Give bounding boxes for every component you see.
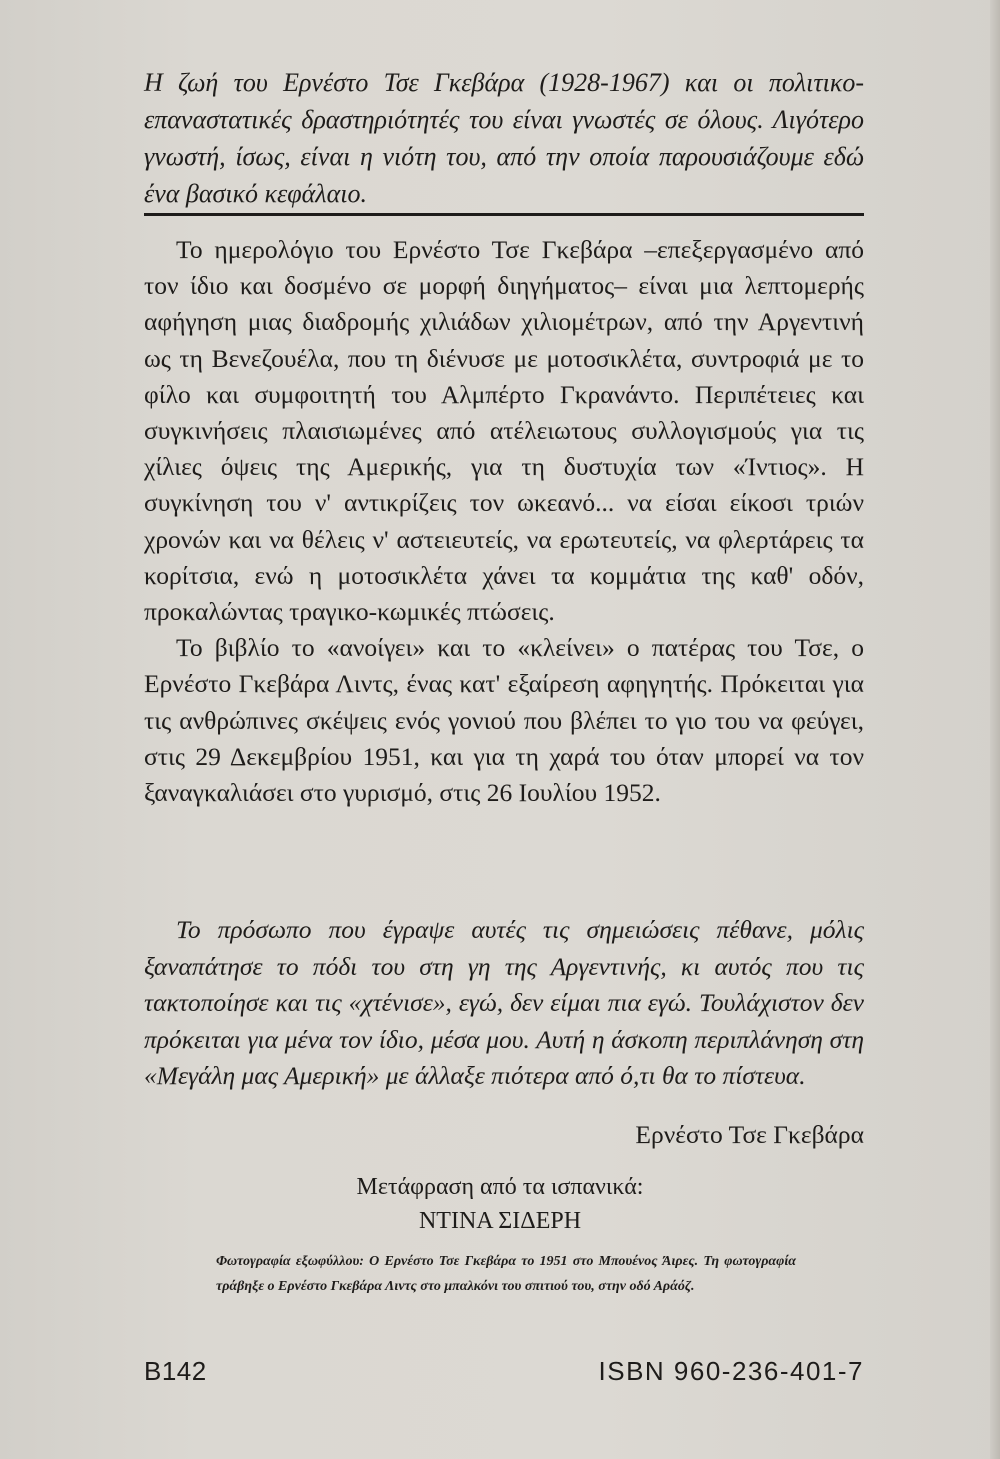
translation-label: Μετάφραση από τα ισπανικά: bbox=[356, 1174, 644, 1200]
isbn: ISBN 960-236-401-7 bbox=[598, 1356, 864, 1386]
translation-credit bbox=[0, 1170, 1000, 1238]
intro-paragraph: Η ζωή του Ερνέστο Τσε Γκεβάρα (1928-1967) και οι πολιτικο-επαναστατικές δραστηριότητές του είναι γνωστές σε όλους. Λιγότερο γνωστή, ίσως, είναι η νιότη του, από την οποία παρουσιάζουμε εδώ ένα βασικό κεφάλαιο. bbox=[144, 68, 864, 208]
author-quote: Το πρόσωπο που έγραψε αυτές τις σημειώσεις πέθανε, μόλις ξαναπάτησε το πόδι του στη γη της Αργεντινής, κι αυτός που τις τακτοποίησε και τις «χτένισε», εγώ, δεν είμαι πια εγώ. Τουλάχιστον δεν πρόκειται για μένα τον ίδιο, μέσα μου. Αυτή η άσκοπη περιπλάνηση στη «Μεγάλη μας Αμερική» με άλλαξε πιότερα από ό,τι θα το πίστευα. bbox=[144, 915, 864, 1090]
catalog-code: B142 bbox=[144, 1356, 207, 1386]
photo-credit: Φωτογραφία εξωφύλλου: Ο Ερνέστο Τσε Γκεβάρα το 1951 στο Μπουένος Άιρες. Τη φωτογραφία τράβηξε ο Ερνέστο Γκεβάρα Λιντς στο μπαλκόνι του σπιτιού του, στην οδό Αράόζ. bbox=[216, 1254, 796, 1294]
description bbox=[144, 232, 864, 811]
separator-rule bbox=[144, 213, 864, 216]
cover-edge bbox=[990, 0, 1000, 1459]
description-paragraph-1: Το ημερολόγιο του Ερνέστο Τσε Γκεβάρα –επεξεργασμένο από τον ίδιο και δοσμένο σε μορφή διηγήματος– είναι μια λεπτομερής αφήγηση μιας διαδρομής χιλιάδων χιλιομέτρων, από την Αργεντινή ως τη Βενεζουέλα, που τη διένυσε με μοτοσικλέτα, συντροφιά με το φίλο και συμφοιτητή του Αλμπέρτο Γκρανάντο. Περιπέτειες και συγκινήσεις πλαισιωμένες από ατέλειωτους συλλογισμούς για τις χίλιες όψεις της Αμερικής, για τη δυστυχία των «Ίντιος». Η συγκίνηση του ν' αντικρίζεις τον ωκεανό... να είσαι είκοσι τριών χρονών και να θέλεις ν' αστειευτείς, να ερωτευτείς, να φλερτάρεις τα κορίτσια, ενώ η μοτοσικλέτα χάνει τα κομμάτια της καθ' οδόν, προκαλώντας τραγικο-κωμικές πτώσεις. bbox=[144, 235, 864, 627]
description-paragraph-2: Το βιβλίο το «ανοίγει» και το «κλείνει» ο πατέρας του Τσε, ο Ερνέστο Γκεβάρα Λιντς, ένας κατ' εξαίρεση αφηγητής. Πρόκειται για τις ανθρώπινες σκέψεις ενός γονιού που βλέπει το γιο του να φεύγει, στις 29 Δεκεμβρίου 1951, και για τη χαρά του όταν μπορεί να τον ξαναγκαλιάσει στο γυρισμό, στις 26 Ιουλίου 1952. bbox=[144, 633, 864, 808]
translator-name: ΝΤΙΝΑ ΣΙΔΕΡΗ bbox=[418, 1208, 582, 1234]
quote-signature: Ερνέστο Τσε Γκεβάρα bbox=[635, 1120, 864, 1149]
